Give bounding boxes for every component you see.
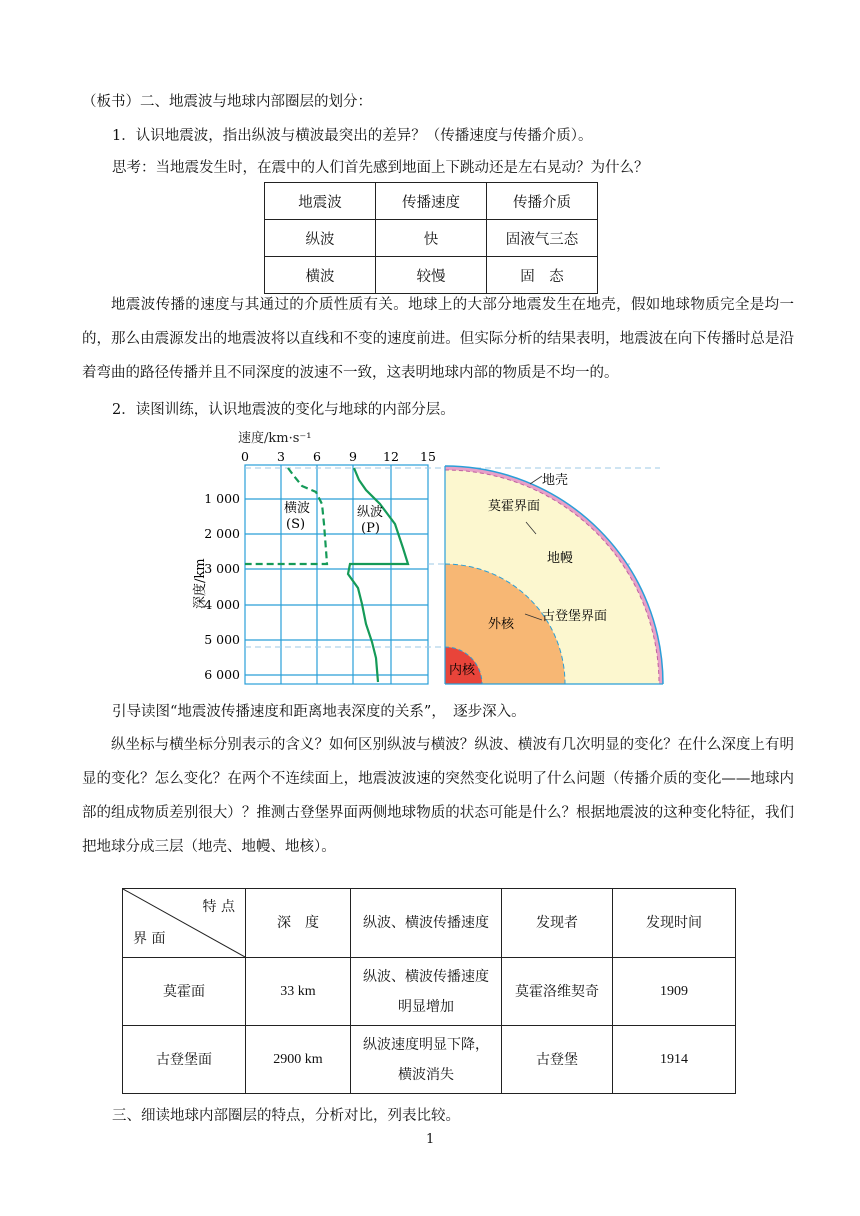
corner-top-label: 特 点 xyxy=(202,899,235,915)
p-wave-curve xyxy=(348,468,408,682)
x-tick: 6 xyxy=(313,449,321,464)
table-header-row xyxy=(265,183,598,220)
table-cell: 莫霍洛维契奇 xyxy=(502,958,613,1026)
table-cell: 33 km xyxy=(246,958,351,1026)
speed-line-2: 横波消失 xyxy=(398,1066,454,1083)
seismic-wave-table xyxy=(264,182,598,294)
y-tick: 6 000 xyxy=(204,667,240,682)
x-axis-label: 速度/km·s⁻¹ xyxy=(238,431,312,446)
s-wave-label: 横波 xyxy=(284,501,311,516)
earth-cross-section xyxy=(445,466,663,684)
gutenberg-label: 古登堡界面 xyxy=(542,609,608,624)
p-wave-label: 纵波 xyxy=(357,505,384,520)
table-cell xyxy=(351,958,502,1026)
table-cell: 快 xyxy=(376,220,487,257)
speed-line-1: 纵波速度明显下降， xyxy=(363,1036,489,1053)
y-tick: 1 000 xyxy=(204,491,240,506)
p-wave-symbol: (P) xyxy=(361,521,380,536)
table-cell: 古登堡 xyxy=(502,1026,613,1094)
x-tick: 12 xyxy=(383,449,399,464)
boundary-table xyxy=(122,888,736,1094)
y-axis-label: 深度/km xyxy=(193,558,208,609)
speed-line-2: 明显增加 xyxy=(398,998,454,1015)
header-cell: 地震波 xyxy=(265,183,376,220)
table-cell: 2900 km xyxy=(246,1026,351,1094)
table-cell: 古登堡面 xyxy=(123,1026,246,1094)
table-cell: 固 态 xyxy=(487,257,598,294)
header-cell: 深 度 xyxy=(246,889,351,958)
x-tick: 3 xyxy=(277,449,285,464)
blackboard-heading: （板书）二、地震波与地球内部圈层的划分： xyxy=(82,94,372,110)
page-number: 1 xyxy=(426,1132,435,1147)
moho-label: 莫霍界面 xyxy=(488,499,541,514)
paragraph-1: 地震波传播的速度与其通过的介质性质有关。地球上的大部分地震发生在地壳，假如地球物质完全是均一的，那么由震源发出的地震波将以直线和不变的速度前进。但实际分析的结果表明，地震波在向下传播时总是沿着弯曲的路径传播并且不同深度的波速不一致，这表明地球内部的物质是不均一的。 xyxy=(82,297,794,381)
speed-line-1: 纵波、横波传播速度 xyxy=(363,968,489,985)
y-tick: 3 000 xyxy=(204,561,240,576)
table-cell xyxy=(351,1026,502,1094)
header-cell: 纵波、横波传播速度 xyxy=(351,889,502,958)
table-cell: 横波 xyxy=(265,257,376,294)
header-cell: 发现时间 xyxy=(613,889,736,958)
table-cell: 1914 xyxy=(613,1026,736,1094)
table-cell: 莫霍面 xyxy=(123,958,246,1026)
x-tick: 9 xyxy=(349,449,357,464)
header-cell: 传播介质 xyxy=(487,183,598,220)
section-3-heading: 三、细读地球内部圈层的特点，分析对比，列表比较。 xyxy=(112,1108,460,1124)
chart-grid xyxy=(245,465,428,684)
paragraph-2: 纵坐标与横坐标分别表示的含义？如何区别纵波与横波？纵波、横波有几次明显的变化？在什么深度上有明显的变化？怎么变化？在两个不连续面上，地震波波速的突然变化说明了什么问题（传播介质的变化——地球内部的组成物质差别很大）？推测古登堡界面两侧地球物质的状态可能是什么？根据地震波的这种变化特征，我们把地球分成三层（地壳、地幔、地核）。 xyxy=(82,737,794,855)
mantle-label: 地幔 xyxy=(547,551,574,566)
y-tick: 2 000 xyxy=(204,526,240,541)
table-header-row xyxy=(123,889,736,958)
s-wave-curve xyxy=(245,468,327,564)
table-row xyxy=(265,220,598,257)
item-1: 1．认识地震波，指出纵波与横波最突出的差异？（传播速度与传播介质）。 xyxy=(112,128,593,144)
guide-text: 引导读图“地震波传播速度和距离地表深度的关系”， 逐步深入。 xyxy=(112,704,526,720)
x-tick: 0 xyxy=(241,449,249,464)
header-cell: 发现者 xyxy=(502,889,613,958)
crust-label: 地壳 xyxy=(542,473,569,488)
header-cell: 传播速度 xyxy=(376,183,487,220)
table-cell: 较慢 xyxy=(376,257,487,294)
x-tick: 15 xyxy=(420,449,436,464)
diagonal-header-cell xyxy=(123,889,246,958)
think-question: 思考：当地震发生时，在震中的人们首先感到地面上下跳动还是左右晃动？为什么？ xyxy=(112,160,649,176)
y-tick: 5 000 xyxy=(204,632,240,647)
table-cell: 固液气三态 xyxy=(487,220,598,257)
seismic-figure xyxy=(190,424,670,690)
outer-core-label: 外核 xyxy=(488,617,515,632)
inner-core-label: 内核 xyxy=(449,663,476,678)
table-row xyxy=(123,958,736,1026)
table-row xyxy=(123,1026,736,1094)
table-cell: 纵波 xyxy=(265,220,376,257)
item-2: 2．读图训练，认识地震波的变化与地球的内部分层。 xyxy=(112,402,455,418)
corner-bottom-label: 界 面 xyxy=(133,931,166,947)
y-tick: 4 000 xyxy=(204,597,240,612)
table-cell: 1909 xyxy=(613,958,736,1026)
s-wave-symbol: (S) xyxy=(286,517,306,532)
